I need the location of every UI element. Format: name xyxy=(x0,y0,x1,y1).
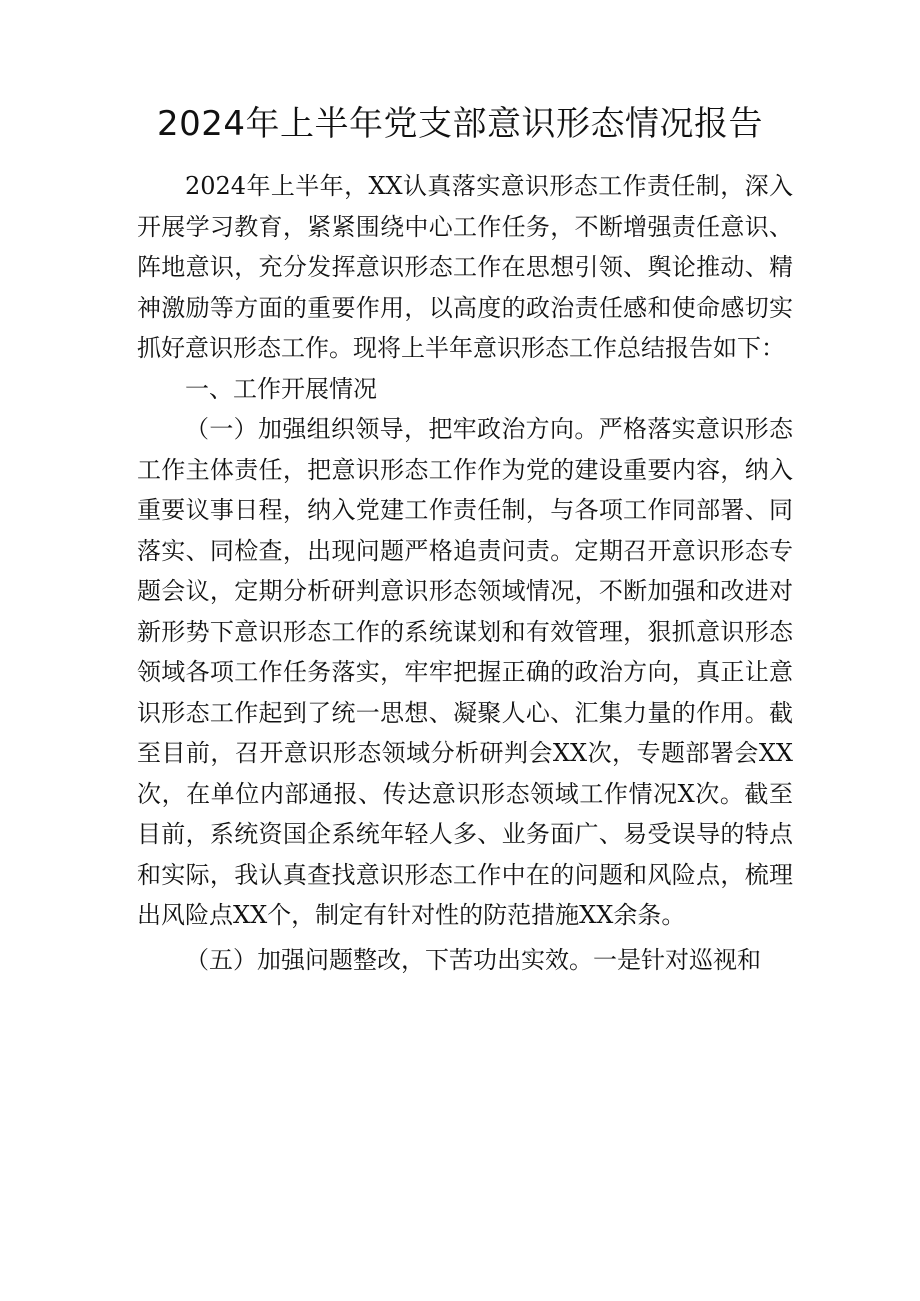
document-body xyxy=(137,166,793,980)
paragraph-intro: 2024年上半年，XX认真落实意识形态工作责任制，深入开展学习教育，紧紧围绕中心工作任务，不断增强责任意识、阵地意识，充分发挥意识形态工作在思想引领、舆论推动、精神激励等方面的重要作用，以高度的政治责任感和使命感切实抓好意识形态工作。现将上半年意识形态工作总结报告如下： xyxy=(137,172,793,362)
paragraph-organization-leadership: （一）加强组织领导，把牢政治方向。严格落实意识形态工作主体责任，把意识形态工作作为党的建设重要内容，纳入重要议事日程，纳入党建工作责任制，与各项工作同部署、同落实、同检查，出现问题严格追责问责。定期召开意识形态专题会议，定期分析研判意识形态领域情况，不断加强和改进对新形势下意识形态工作的系统谋划和有效管理，狠抓意识形态领域各项工作任务落实，牢牢把握正确的政治方向，真正让意识形态工作起到了统一思想、凝聚人心、汇集力量的作用。截至目前，召开意识形态领域分析研判会XX次，专题部署会XX次，在单位内部通报、传达意识形态领域工作情况X次。截至目前，系统资国企系统年轻人多、业务面广、易受误导的特点和实际，我认真查找意识形态工作中在的问题和风险点，梳理出风险点XX个，制定有针对性的防范措施XX余条。 xyxy=(137,415,793,929)
paragraph-rectification: （五）加强问题整改，下苦功出实效。一是针对巡视和 xyxy=(185,945,761,974)
document-title: 2024年上半年党支部意识形态情况报告 xyxy=(156,104,764,144)
section-heading-1: 一、工作开展情况 xyxy=(185,374,377,403)
